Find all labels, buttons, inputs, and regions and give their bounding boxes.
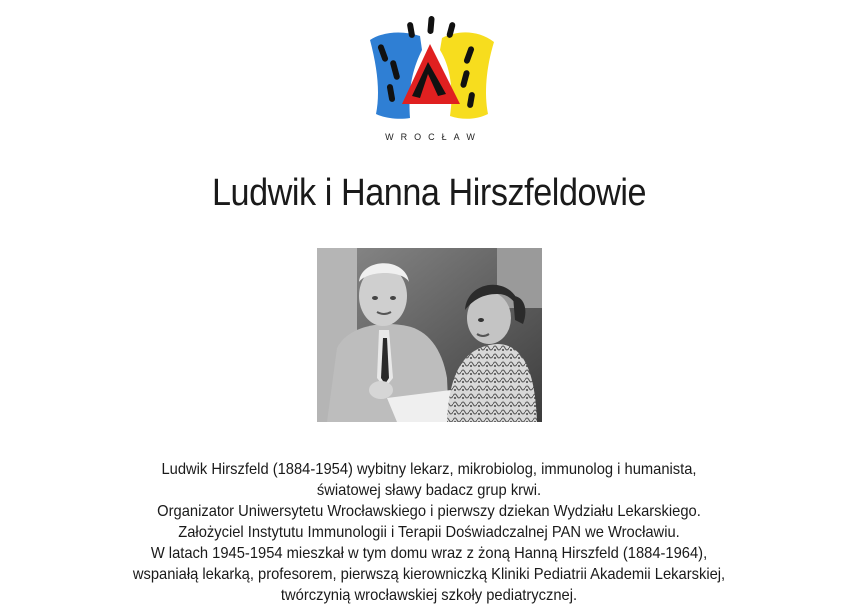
- logo-caption: WROCŁAW: [385, 132, 482, 142]
- page-title: Ludwik i Hanna Hirszfeldowie: [211, 172, 647, 214]
- bio-line: twórczynią wrocławskiej szkoły pediatrycznej.: [280, 587, 578, 604]
- bio-line: wspaniałą lekarką, profesorem, pierwszą kierowniczką Kliniki Pediatrii Akademii Lekarskiej,: [132, 566, 726, 583]
- bio-line: Organizator Uniwersytetu Wrocławskiego i pierwszy dziekan Wydziału Lekarskiego.: [157, 503, 701, 520]
- bio-line: W latach 1945-1954 mieszkał w tym domu wraz z żoną Hanną Hirszfeld (1884-1964),: [150, 545, 708, 562]
- portrait-photo-icon: [317, 248, 542, 422]
- bio-text: [90, 459, 769, 606]
- wroclaw-logo-icon: [362, 10, 498, 146]
- bio-line: Ludwik Hirszfeld (1884-1954) wybitny lekarz, mikrobiolog, immunolog i humanista,: [161, 461, 697, 478]
- bio-line: światowej sławy badacz grup krwi.: [316, 482, 542, 499]
- bio-line: Założyciel Instytutu Immunologii i Terapii Doświadczalnej PAN we Wrocławiu.: [178, 524, 680, 541]
